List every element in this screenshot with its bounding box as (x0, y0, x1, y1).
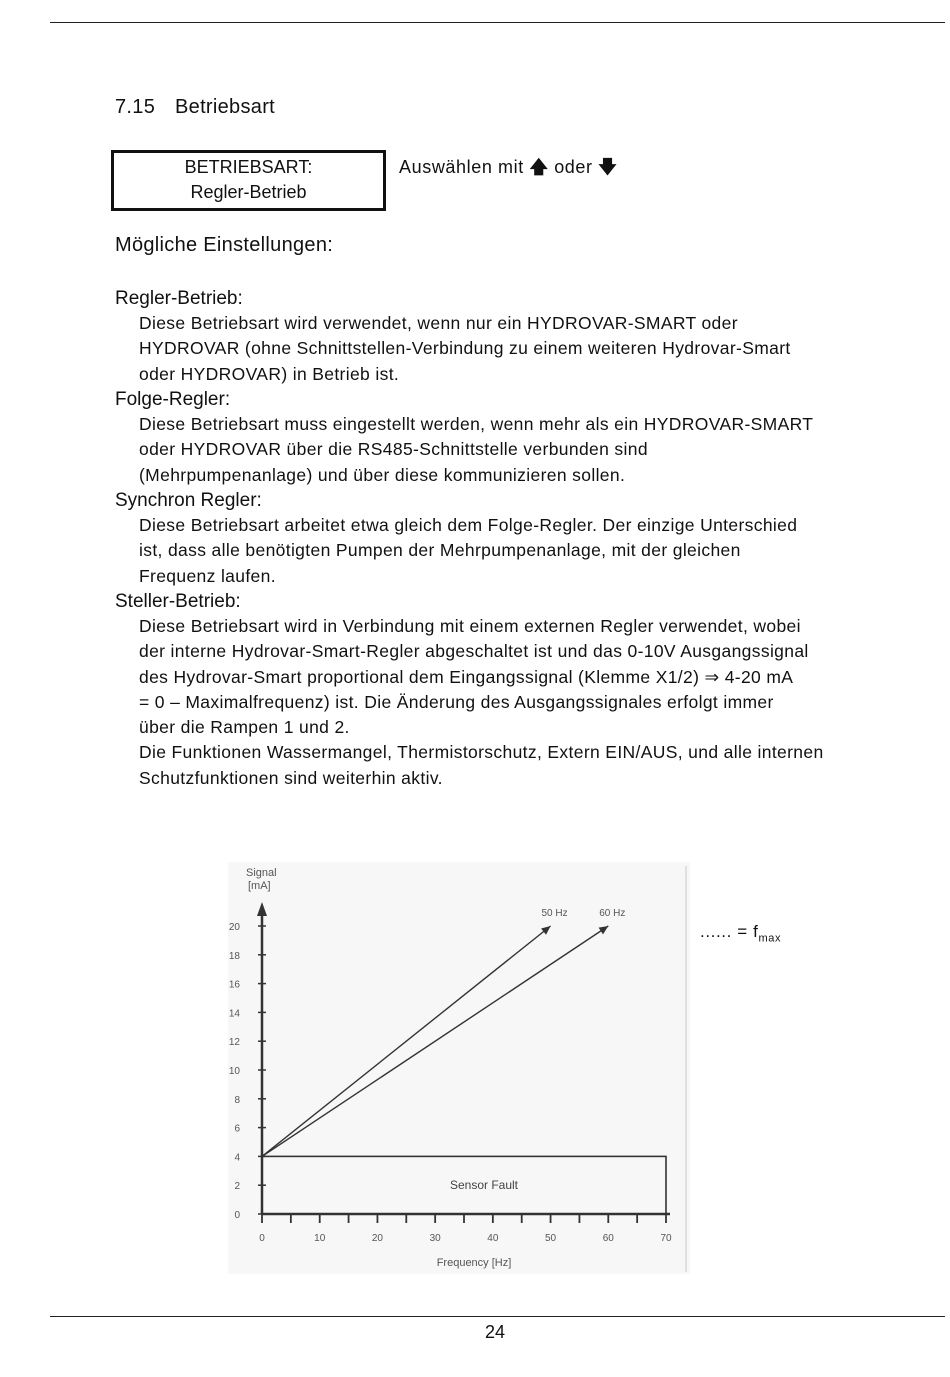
mode-description (139, 513, 925, 589)
y-tick-label: 0 (234, 1210, 240, 1221)
mode-steller-betrieb (115, 589, 925, 791)
section-title: Betriebsart (175, 96, 276, 118)
text-line: Schutzfunktionen sind weiterhin aktiv. (139, 767, 443, 788)
mode-regler-betrieb (115, 286, 925, 387)
x-tick-label: 30 (429, 1233, 441, 1244)
select-hint-text: Auswählen mit (399, 157, 524, 177)
y-tick-label: 12 (228, 1037, 240, 1049)
text-line: (Mehrpumpenanlage) und über diese kommunizieren sollen. (139, 464, 626, 485)
text-line: Die Funktionen Wassermangel, Thermistorschutz, Extern EIN/AUS, und alle internen (139, 742, 824, 763)
x-tick-label: 0 (259, 1233, 265, 1244)
y-tick-label: 2 (234, 1181, 240, 1193)
mode-description (139, 412, 925, 488)
x-tick-label: 40 (487, 1233, 499, 1244)
x-tick-label: 70 (660, 1233, 672, 1244)
y-axis-label-line2: [mA] (248, 880, 271, 892)
y-tick-label: 20 (228, 922, 240, 933)
mode-folge-regler (115, 387, 925, 488)
display-box (111, 150, 386, 211)
select-hint-or: oder (554, 157, 593, 177)
x-tick-label: 20 (371, 1233, 383, 1244)
text-line: = 0 – Maximalfrequenz) ist. Die Änderung des Ausgangssignales erfolgt immer (139, 691, 774, 712)
y-tick-label: 4 (234, 1152, 240, 1164)
text-line: Frequenz laufen. (139, 565, 276, 586)
chart-background (228, 862, 690, 1274)
display-line-2: Regler-Betrieb (190, 182, 307, 202)
y-axis-label-line1: Signal (246, 867, 277, 879)
fmax-eq: = (737, 922, 748, 941)
text-line: oder HYDROVAR über die RS485-Schnittstelle verbunden sind (139, 439, 648, 460)
text-line: Diese Betriebsart muss eingestellt werden, wenn mehr als ein HYDROVAR-SMART (139, 414, 814, 434)
section-heading (115, 96, 275, 119)
y-tick-label: 10 (228, 1066, 240, 1077)
settings-heading: Mögliche Einstellungen: (115, 234, 334, 256)
fmax-f: f (753, 922, 759, 941)
bottom-rule (50, 1316, 945, 1317)
mode-description (139, 614, 925, 791)
x-tick-label: 60 (602, 1233, 614, 1244)
text-line: oder HYDROVAR) in Betrieb ist. (139, 363, 400, 384)
series-label: 50 Hz (541, 908, 568, 919)
mode-synchron-regler (115, 488, 925, 589)
arrow-up-icon: 🡅 (529, 157, 549, 177)
x-tick-label: 50 (545, 1233, 557, 1244)
mode-title: Synchron Regler: (115, 490, 262, 511)
page-number: 24 (484, 1322, 506, 1342)
display-line-1: BETRIEBSART: (184, 157, 313, 177)
y-tick-label: 6 (234, 1123, 240, 1135)
text-line: der interne Hydrovar-Smart-Regler abgeschaltet ist und das 0-10V Ausgangssignal (139, 641, 809, 662)
mode-title: Regler-Betrieb: (115, 288, 243, 309)
mode-description (139, 311, 925, 387)
signal-frequency-chart (228, 862, 690, 1274)
chart-svg (228, 862, 690, 1274)
text-line: Diese Betriebsart wird in Verbindung mit einem externen Regler verwendet, wobei (139, 616, 801, 636)
fmax-dots: ...... (700, 922, 732, 941)
arrow-down-icon: 🡇 (598, 157, 618, 177)
text-line: HYDROVAR (ohne Schnittstellen-Verbindung zu einem weiteren Hydrovar-Smart (139, 338, 791, 359)
fmax-note (700, 922, 781, 944)
sensor-fault-label: Sensor Fault (449, 1178, 519, 1193)
series-label: 60 Hz (599, 908, 626, 919)
text-line: ist, dass alle benötigten Pumpen der Mehrpumpenanlage, mit der gleichen (139, 540, 741, 561)
fmax-sub: max (758, 932, 782, 945)
mode-title: Folge-Regler: (115, 389, 231, 410)
y-tick-label: 14 (228, 1008, 240, 1020)
top-rule (50, 22, 945, 23)
y-tick-label: 8 (234, 1094, 240, 1106)
x-axis-label: Frequency [Hz] (436, 1257, 512, 1269)
y-tick-label: 16 (228, 979, 240, 991)
text-line: des Hydrovar-Smart proportional dem Eingangssignal (Klemme X1/2) ⇒ 4-20 mA (139, 666, 794, 687)
y-tick-label: 18 (228, 950, 240, 962)
text-line: über die Rampen 1 und 2. (139, 717, 350, 738)
x-tick-label: 10 (314, 1233, 326, 1244)
text-line: Diese Betriebsart arbeitet etwa gleich dem Folge-Regler. Der einzige Unterschied (139, 515, 798, 535)
text-line: Diese Betriebsart wird verwendet, wenn nur ein HYDROVAR-SMART oder (139, 313, 738, 333)
select-hint (399, 155, 617, 185)
section-number: 7.15 (115, 96, 156, 118)
mode-title: Steller-Betrieb: (115, 591, 241, 612)
